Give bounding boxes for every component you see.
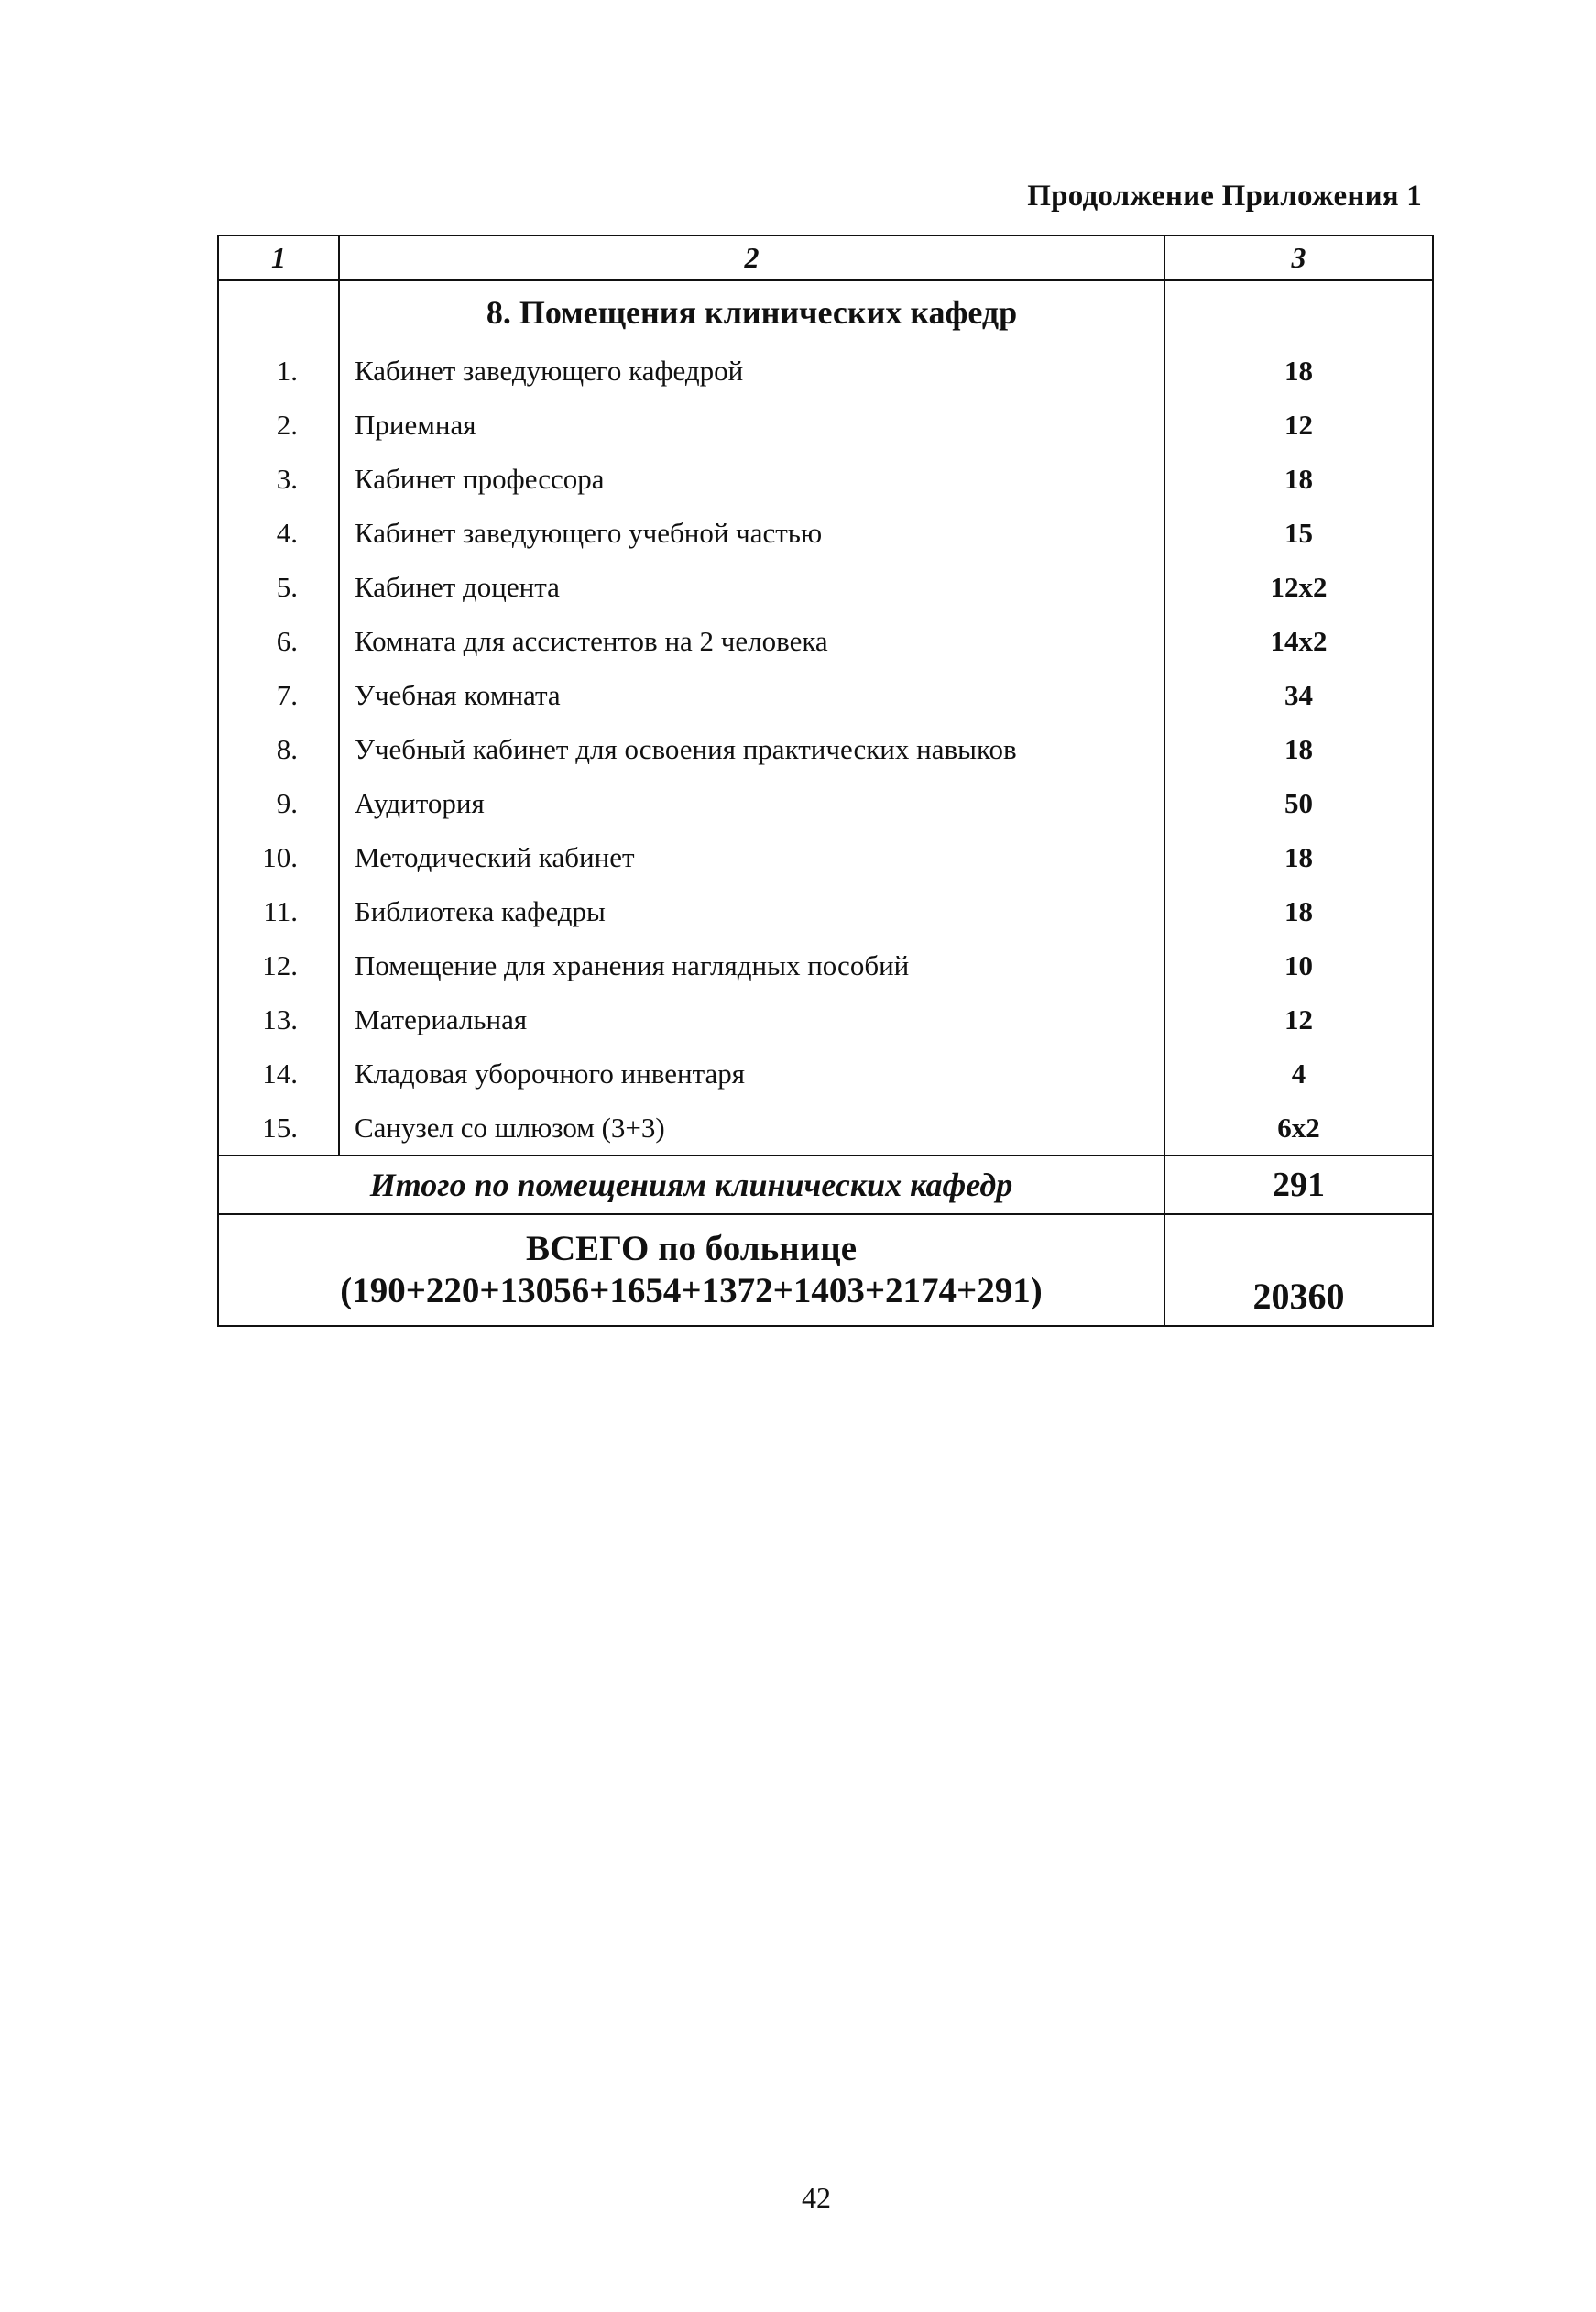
table-row: [218, 722, 1433, 776]
table-row: [218, 614, 1433, 668]
rooms-table: [217, 235, 1434, 1327]
rooms-table-summary: [218, 1156, 1433, 1326]
room-name: Помещение для хранения наглядных пособий: [339, 938, 1164, 992]
room-area: 18: [1164, 830, 1433, 884]
room-area: 4: [1164, 1046, 1433, 1101]
room-area: 50: [1164, 776, 1433, 830]
row-number: 9.: [218, 776, 339, 830]
room-area: 34: [1164, 668, 1433, 722]
table-row: [218, 884, 1433, 938]
room-area: 14х2: [1164, 614, 1433, 668]
row-number: 1.: [218, 344, 339, 398]
page-number: 42: [802, 2181, 831, 2214]
row-number: 11.: [218, 884, 339, 938]
room-name: Приемная: [339, 398, 1164, 452]
room-area: 18: [1164, 452, 1433, 506]
room-name: Кабинет доцента: [339, 560, 1164, 614]
row-number: 2.: [218, 398, 339, 452]
table-row: [218, 938, 1433, 992]
room-name: Материальная: [339, 992, 1164, 1046]
room-area: 12х2: [1164, 560, 1433, 614]
table-row: [218, 506, 1433, 560]
room-name: Методический кабинет: [339, 830, 1164, 884]
table-row: [218, 776, 1433, 830]
column-header-2: 2: [339, 236, 1164, 280]
room-name: Санузел со шлюзом (3+3): [339, 1101, 1164, 1156]
room-name: Комната для ассистентов на 2 человека: [339, 614, 1164, 668]
room-area: 18: [1164, 344, 1433, 398]
subtotal-label: Итого по помещениям клинических кафедр: [218, 1156, 1164, 1214]
table-row: [218, 668, 1433, 722]
table-row: [218, 830, 1433, 884]
row-number: 3.: [218, 452, 339, 506]
grand-total-title: ВСЕГО по больнице: [525, 1229, 858, 1268]
room-name: Кабинет заведующего учебной частью: [339, 506, 1164, 560]
row-number: 10.: [218, 830, 339, 884]
room-area: 18: [1164, 722, 1433, 776]
table-row: [218, 560, 1433, 614]
section-value-cell: [1164, 280, 1433, 344]
column-header-1: 1: [218, 236, 339, 280]
column-header-row: [218, 236, 1433, 280]
subtotal-row: [218, 1156, 1433, 1214]
rooms-table-body: [218, 236, 1433, 1156]
section-title-row: [218, 280, 1433, 344]
row-number: 14.: [218, 1046, 339, 1101]
room-name: Кабинет заведующего кафедрой: [339, 344, 1164, 398]
room-name: Учебная комната: [339, 668, 1164, 722]
table-row: [218, 344, 1433, 398]
grand-total-value: 20360: [1164, 1214, 1433, 1326]
subtotal-value: 291: [1164, 1156, 1433, 1214]
table-row: [218, 992, 1433, 1046]
row-number: 13.: [218, 992, 339, 1046]
table-row: [218, 1046, 1433, 1101]
room-name: Кабинет профессора: [339, 452, 1164, 506]
room-name: Кладовая уборочного инвентаря: [339, 1046, 1164, 1101]
room-name: Учебный кабинет для освоения практических навыков: [339, 722, 1164, 776]
room-name: Библиотека кафедры: [339, 884, 1164, 938]
room-area: 10: [1164, 938, 1433, 992]
grand-total-label: [218, 1214, 1164, 1326]
room-area: 18: [1164, 884, 1433, 938]
section-number-cell: [218, 280, 339, 344]
grand-total-row: [218, 1214, 1433, 1326]
room-area: 12: [1164, 398, 1433, 452]
row-number: 15.: [218, 1101, 339, 1156]
room-area: 15: [1164, 506, 1433, 560]
column-header-3: 3: [1164, 236, 1433, 280]
row-number: 12.: [218, 938, 339, 992]
row-number: 4.: [218, 506, 339, 560]
table-row: [218, 398, 1433, 452]
row-number: 5.: [218, 560, 339, 614]
row-number: 6.: [218, 614, 339, 668]
room-area: 6х2: [1164, 1101, 1433, 1156]
section-title: 8. Помещения клинических кафедр: [339, 280, 1164, 344]
row-number: 7.: [218, 668, 339, 722]
continuation-caption: Продолжение Приложения 1: [1027, 180, 1422, 213]
room-area: 12: [1164, 992, 1433, 1046]
room-name: Аудитория: [339, 776, 1164, 830]
table-row: [218, 452, 1433, 506]
table-row: [218, 1101, 1433, 1156]
row-number: 8.: [218, 722, 339, 776]
grand-total-formula: (190+220+13056+1654+1372+1403+2174+291): [340, 1271, 1043, 1310]
